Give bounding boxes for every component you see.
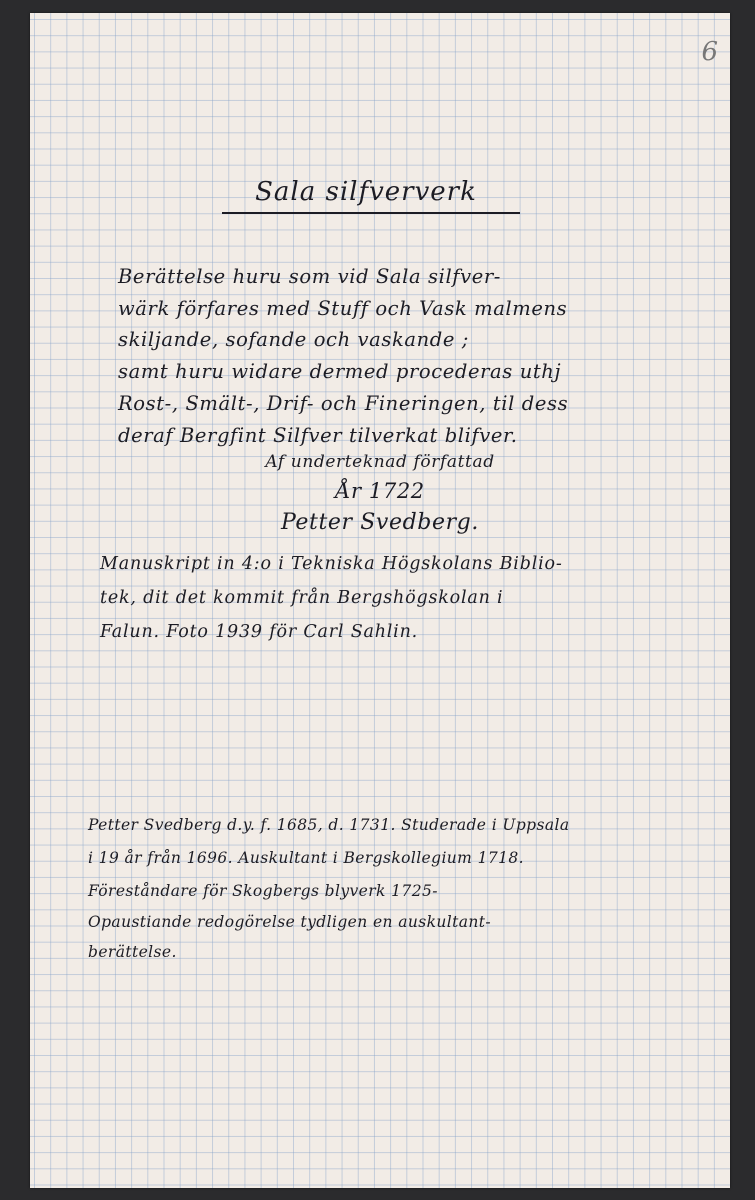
biography-line-3: Föreståndare för Skogbergs blyverk 1725- [88,882,438,900]
manuscript-note-line-3: Falun. Foto 1939 för Carl Sahlin. [100,622,419,642]
manuscript-note-line-1: Manuskript in 4:o i Tekniska Högskolans Biblio- [100,554,563,574]
description-line-4: samt huru widare dermed procederas uthj [118,360,562,383]
year-line: År 1722 [335,479,425,503]
description-line-3: skiljande, sofande och vaskande ; [118,328,469,351]
biography-line-2: i 19 år från 1696. Auskultant i Bergskollegium 1718. [88,849,524,867]
description-line-2: wärk förfares med Stuff och Vask malmens [118,297,568,320]
biography-line-1: Petter Svedberg d.y. f. 1685, d. 1731. Studerade i Uppsala [88,816,570,834]
title-underline [222,212,520,214]
description-line-6: deraf Bergfint Silfver tilverkat blifver. [118,424,518,447]
description-line-1: Berättelse huru som vid Sala silfver- [118,265,501,288]
description-line-5: Rost-, Smält-, Drif- och Fineringen, til dess [118,392,569,415]
author-name: Petter Svedberg. [281,510,479,535]
manuscript-page [30,13,730,1188]
page-number: 6 [701,37,718,67]
author-attribution: Af underteknad författad [265,452,495,472]
page-title: Sala silfververk [255,177,477,207]
biography-line-5: berättelse. [88,943,177,961]
biography-line-4: Opaustiande redogörelse tydligen en auskultant- [88,913,492,931]
manuscript-note-line-2: tek, dit det kommit från Bergshögskolan i [100,588,504,608]
